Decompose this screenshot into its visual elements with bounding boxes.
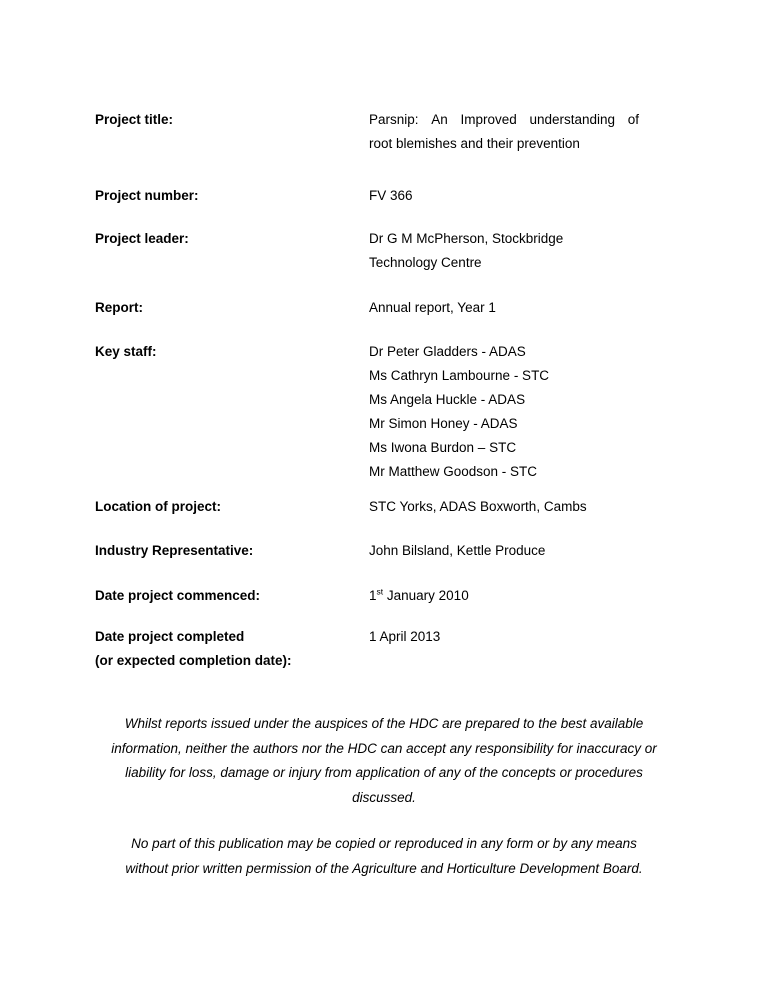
date-commenced-label: Date project commenced: <box>95 588 261 603</box>
project-title-value-line1 <box>369 108 639 132</box>
date-commenced-suffix: st <box>376 586 384 597</box>
project-leader-line2: Technology Centre <box>369 255 482 270</box>
date-completed-text: 1 April 2013 <box>369 629 441 644</box>
disclaimer-line: No part of this publication may be copied or reproduced in any form or by any means <box>131 836 637 851</box>
location-value <box>369 495 659 519</box>
report-text: Annual report, Year 1 <box>369 300 496 315</box>
project-title-value-line2: root blemishes and their prevention <box>369 136 580 151</box>
date-completed-label-line2: (or expected completion date): <box>95 653 292 668</box>
project-title-value <box>369 108 659 156</box>
project-leader-value <box>369 227 659 275</box>
staff-member: Mr Simon Honey - ADAS <box>369 416 518 431</box>
project-title-word: Improved <box>460 112 517 127</box>
project-title-label: Project title: <box>95 112 174 127</box>
date-commenced-value <box>369 584 659 608</box>
industry-rep-text: John Bilsland, Kettle Produce <box>369 543 546 558</box>
disclaimer-line: without prior written permission of the Agriculture and Horticulture Development Board. <box>125 860 643 876</box>
date-completed-value <box>369 625 659 649</box>
project-leader-line1: Dr G M McPherson, Stockbridge <box>369 231 564 246</box>
date-completed-label <box>95 625 292 673</box>
staff-member: Ms Angela Huckle - ADAS <box>369 392 526 407</box>
project-number-label: Project number: <box>95 188 199 203</box>
key-staff-list <box>369 340 659 484</box>
project-title-word: An <box>431 112 448 127</box>
date-commenced-rest: January 2010 <box>383 588 469 603</box>
date-commenced-day: 1 <box>369 588 377 603</box>
project-title-word: of <box>627 112 639 127</box>
date-completed-label-line1: Date project completed <box>95 629 245 644</box>
industry-rep-label: Industry Representative: <box>95 543 254 558</box>
project-number-text: FV 366 <box>369 188 413 203</box>
project-title-word: Parsnip: <box>369 112 419 127</box>
report-label: Report: <box>95 300 143 315</box>
location-text: STC Yorks, ADAS Boxworth, Cambs <box>369 499 587 514</box>
disclaimer-paragraph-2 <box>60 832 708 881</box>
disclaimer-line: Whilst reports issued under the auspices of the HDC are prepared to the best available <box>124 716 644 731</box>
staff-member: Mr Matthew Goodson - STC <box>369 464 538 479</box>
report-value <box>369 296 659 320</box>
project-number-value <box>369 184 659 208</box>
project-title-word: understanding <box>529 112 616 127</box>
date-commenced-text <box>369 584 659 608</box>
staff-member: Dr Peter Gladders - ADAS <box>369 344 526 359</box>
industry-rep-value <box>369 539 659 563</box>
key-staff-label: Key staff: <box>95 344 157 359</box>
project-leader-label: Project leader: <box>95 231 189 246</box>
disclaimer-line: information, neither the authors nor the HDC can accept any responsibility for inaccuracy or <box>111 740 657 756</box>
staff-member: Ms Cathryn Lambourne - STC <box>369 368 550 383</box>
disclaimer-line: discussed. <box>352 789 416 805</box>
disclaimer-line: liability for loss, damage or injury from application of any of the concepts or procedures <box>125 765 643 780</box>
location-label: Location of project: <box>95 499 221 514</box>
disclaimer-paragraph-1 <box>60 712 708 810</box>
staff-member: Ms Iwona Burdon – STC <box>369 440 517 455</box>
